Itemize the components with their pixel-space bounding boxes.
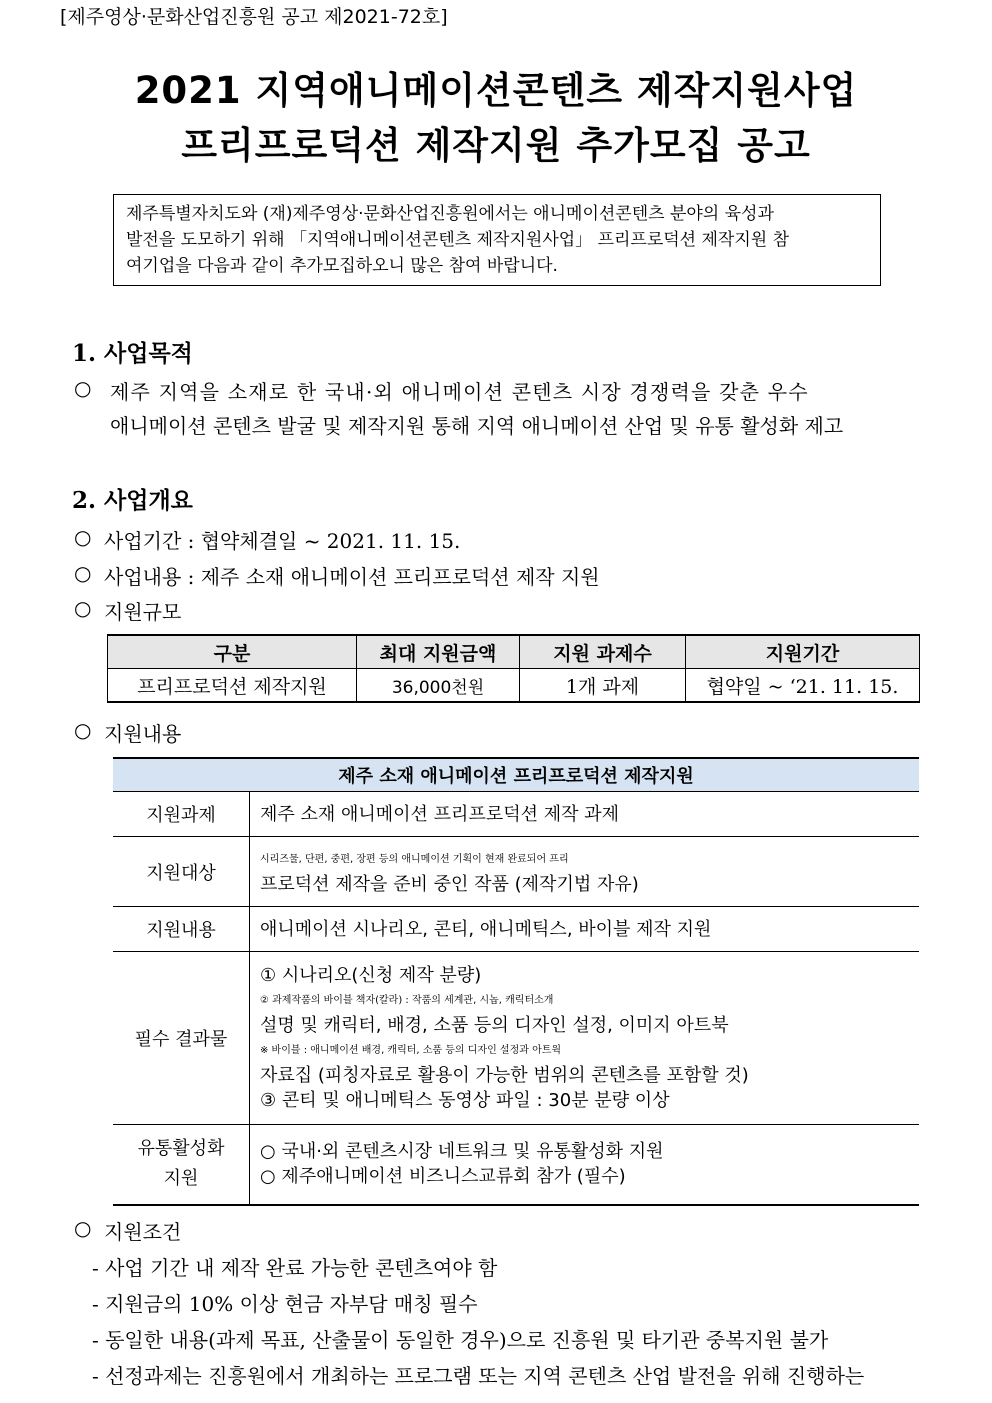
- value-line: ○ 제주애니메이션 비즈니스교류회 참가 (필수): [260, 1166, 626, 1188]
- condition-item: - 지원금의 10% 이상 현금 자부담 매칭 필수: [92, 1292, 478, 1316]
- table-row: [113, 1125, 919, 1205]
- condition-item: - 동일한 내용(과제 목표, 산출물이 동일한 경우)으로 진흥원 및 타기관 중복지원 불가: [92, 1328, 829, 1352]
- page-title-line-1: 2021 지역애니메이션콘텐츠 제작지원사업: [134, 69, 858, 112]
- intro-line-1: 제주특별자치도와 (재)제주영상·문화산업진흥원에서는 애니메이션콘텐츠 분야의 육성과: [126, 204, 774, 224]
- table-cell: 협약일 ~ ‘21. 11. 15.: [686, 669, 920, 703]
- row-value: [250, 792, 920, 837]
- table-row: [113, 907, 919, 952]
- intro-line-2: 발전을 도모하기 위해 「지역애니메이션콘텐츠 제작지원사업」 프리프로덕션 제작지원 참: [126, 230, 790, 250]
- table-header: 구분: [108, 635, 357, 669]
- row-value: [250, 907, 920, 952]
- table-row: [108, 669, 920, 703]
- bullet-icon: ○: [74, 1216, 92, 1240]
- condition-item: - 선정과제는 진흥원에서 개최하는 프로그램 또는 지역 콘텐츠 산업 발전을 위해 진행하는: [92, 1364, 865, 1388]
- conditions-label: 지원조건: [104, 1220, 182, 1244]
- section-1-line-1: 제주 지역을 소재로 한 국내·외 애니메이션 콘텐츠 시장 경쟁력을 갖춘 우수: [110, 380, 809, 404]
- business-period: 사업기간 : 협약체결일 ~ 2021. 11. 15.: [104, 529, 461, 553]
- table-cell: 36,000천원: [357, 669, 520, 703]
- table-header: 지원기간: [686, 635, 920, 669]
- value-line: ① 시나리오(신청 제작 분량): [260, 965, 482, 986]
- label-line: 지원: [163, 1168, 199, 1190]
- row-label: 지원대상: [113, 837, 250, 907]
- row-label: 지원과제: [113, 792, 250, 837]
- value-line: ※ 바이블 : 애니메이션 배경, 캐릭터, 소품 등의 디자인 설정과 아트웍: [260, 1045, 562, 1056]
- row-value: [250, 1125, 920, 1205]
- value-line: ○ 국내·외 콘텐츠시장 네트워크 및 유통활성화 지원: [260, 1141, 664, 1163]
- bullet-icon: ○: [74, 596, 92, 620]
- notice-number: [제주영상·문화산업진흥원 공고 제2021-72호]: [60, 6, 448, 28]
- row-label: 필수 결과물: [113, 952, 250, 1125]
- value-line: 애니메이션 시나리오, 콘티, 애니메틱스, 바이블 제작 지원: [260, 918, 712, 940]
- table-header: 최대 지원금액: [357, 635, 520, 669]
- condition-item: - 사업 기간 내 제작 완료 가능한 콘텐츠여야 함: [92, 1256, 498, 1280]
- table-title: 제주 소재 애니메이션 프리프로덕션 제작지원: [113, 758, 919, 792]
- support-content-table: [113, 757, 919, 1206]
- value-line: ② 과제작품의 바이블 책자(칼라) : 작품의 세계관, 시놉, 캐릭터소개: [260, 995, 554, 1006]
- support-content-label: 지원내용: [104, 722, 182, 746]
- row-label: [113, 1125, 250, 1205]
- bullet-icon: ○: [74, 376, 92, 400]
- table-row: [113, 792, 919, 837]
- bullet-icon: ○: [74, 561, 92, 585]
- value-line: ③ 콘티 및 애니메틱스 동영상 파일 : 30분 분량 이상: [260, 1090, 670, 1111]
- row-value: [250, 952, 920, 1125]
- bullet-icon: ○: [74, 718, 92, 742]
- table-cell: 프리프로덕션 제작지원: [108, 669, 357, 703]
- section-2-heading: 2. 사업개요: [72, 487, 193, 514]
- label-line: 유통활성화: [137, 1138, 225, 1160]
- value-line: 자료집 (피칭자료로 활용이 가능한 범위의 콘텐츠를 포함할 것): [260, 1065, 749, 1086]
- support-scale-label: 지원규모: [104, 600, 182, 624]
- intro-box: [113, 194, 881, 286]
- bullet-icon: ○: [74, 525, 92, 549]
- table-cell: 1개 과제: [520, 669, 686, 703]
- value-line: 프로덕션 제작을 준비 중인 작품 (제작기법 자유): [260, 873, 639, 895]
- value-line: 설명 및 캐릭터, 배경, 소품 등의 디자인 설정, 이미지 아트북: [260, 1015, 729, 1036]
- table-header: 지원 과제수: [520, 635, 686, 669]
- section-1-line-2: 애니메이션 콘텐츠 발굴 및 제작지원 통해 지역 애니메이션 산업 및 유통 활성화 제고: [110, 414, 844, 438]
- row-label: 지원내용: [113, 907, 250, 952]
- support-scale-table: [107, 634, 920, 703]
- page-title-line-2: 프리프로덕션 제작지원 추가모집 공고: [181, 124, 811, 167]
- table-row: [113, 952, 919, 1125]
- table-row: [113, 837, 919, 907]
- value-line: 시리즈물, 단편, 중편, 장편 등의 애니메이션 기획이 현재 완료되어 프리: [260, 853, 569, 865]
- section-1-heading: 1. 사업목적: [72, 340, 193, 367]
- business-content: 사업내용 : 제주 소재 애니메이션 프리프로덕션 제작 지원: [104, 565, 600, 589]
- intro-line-3: 여기업을 다음과 같이 추가모집하오니 많은 참여 바랍니다.: [126, 256, 558, 276]
- value-line: 제주 소재 애니메이션 프리프로덕션 제작 과제: [260, 803, 619, 825]
- row-value: [250, 837, 920, 907]
